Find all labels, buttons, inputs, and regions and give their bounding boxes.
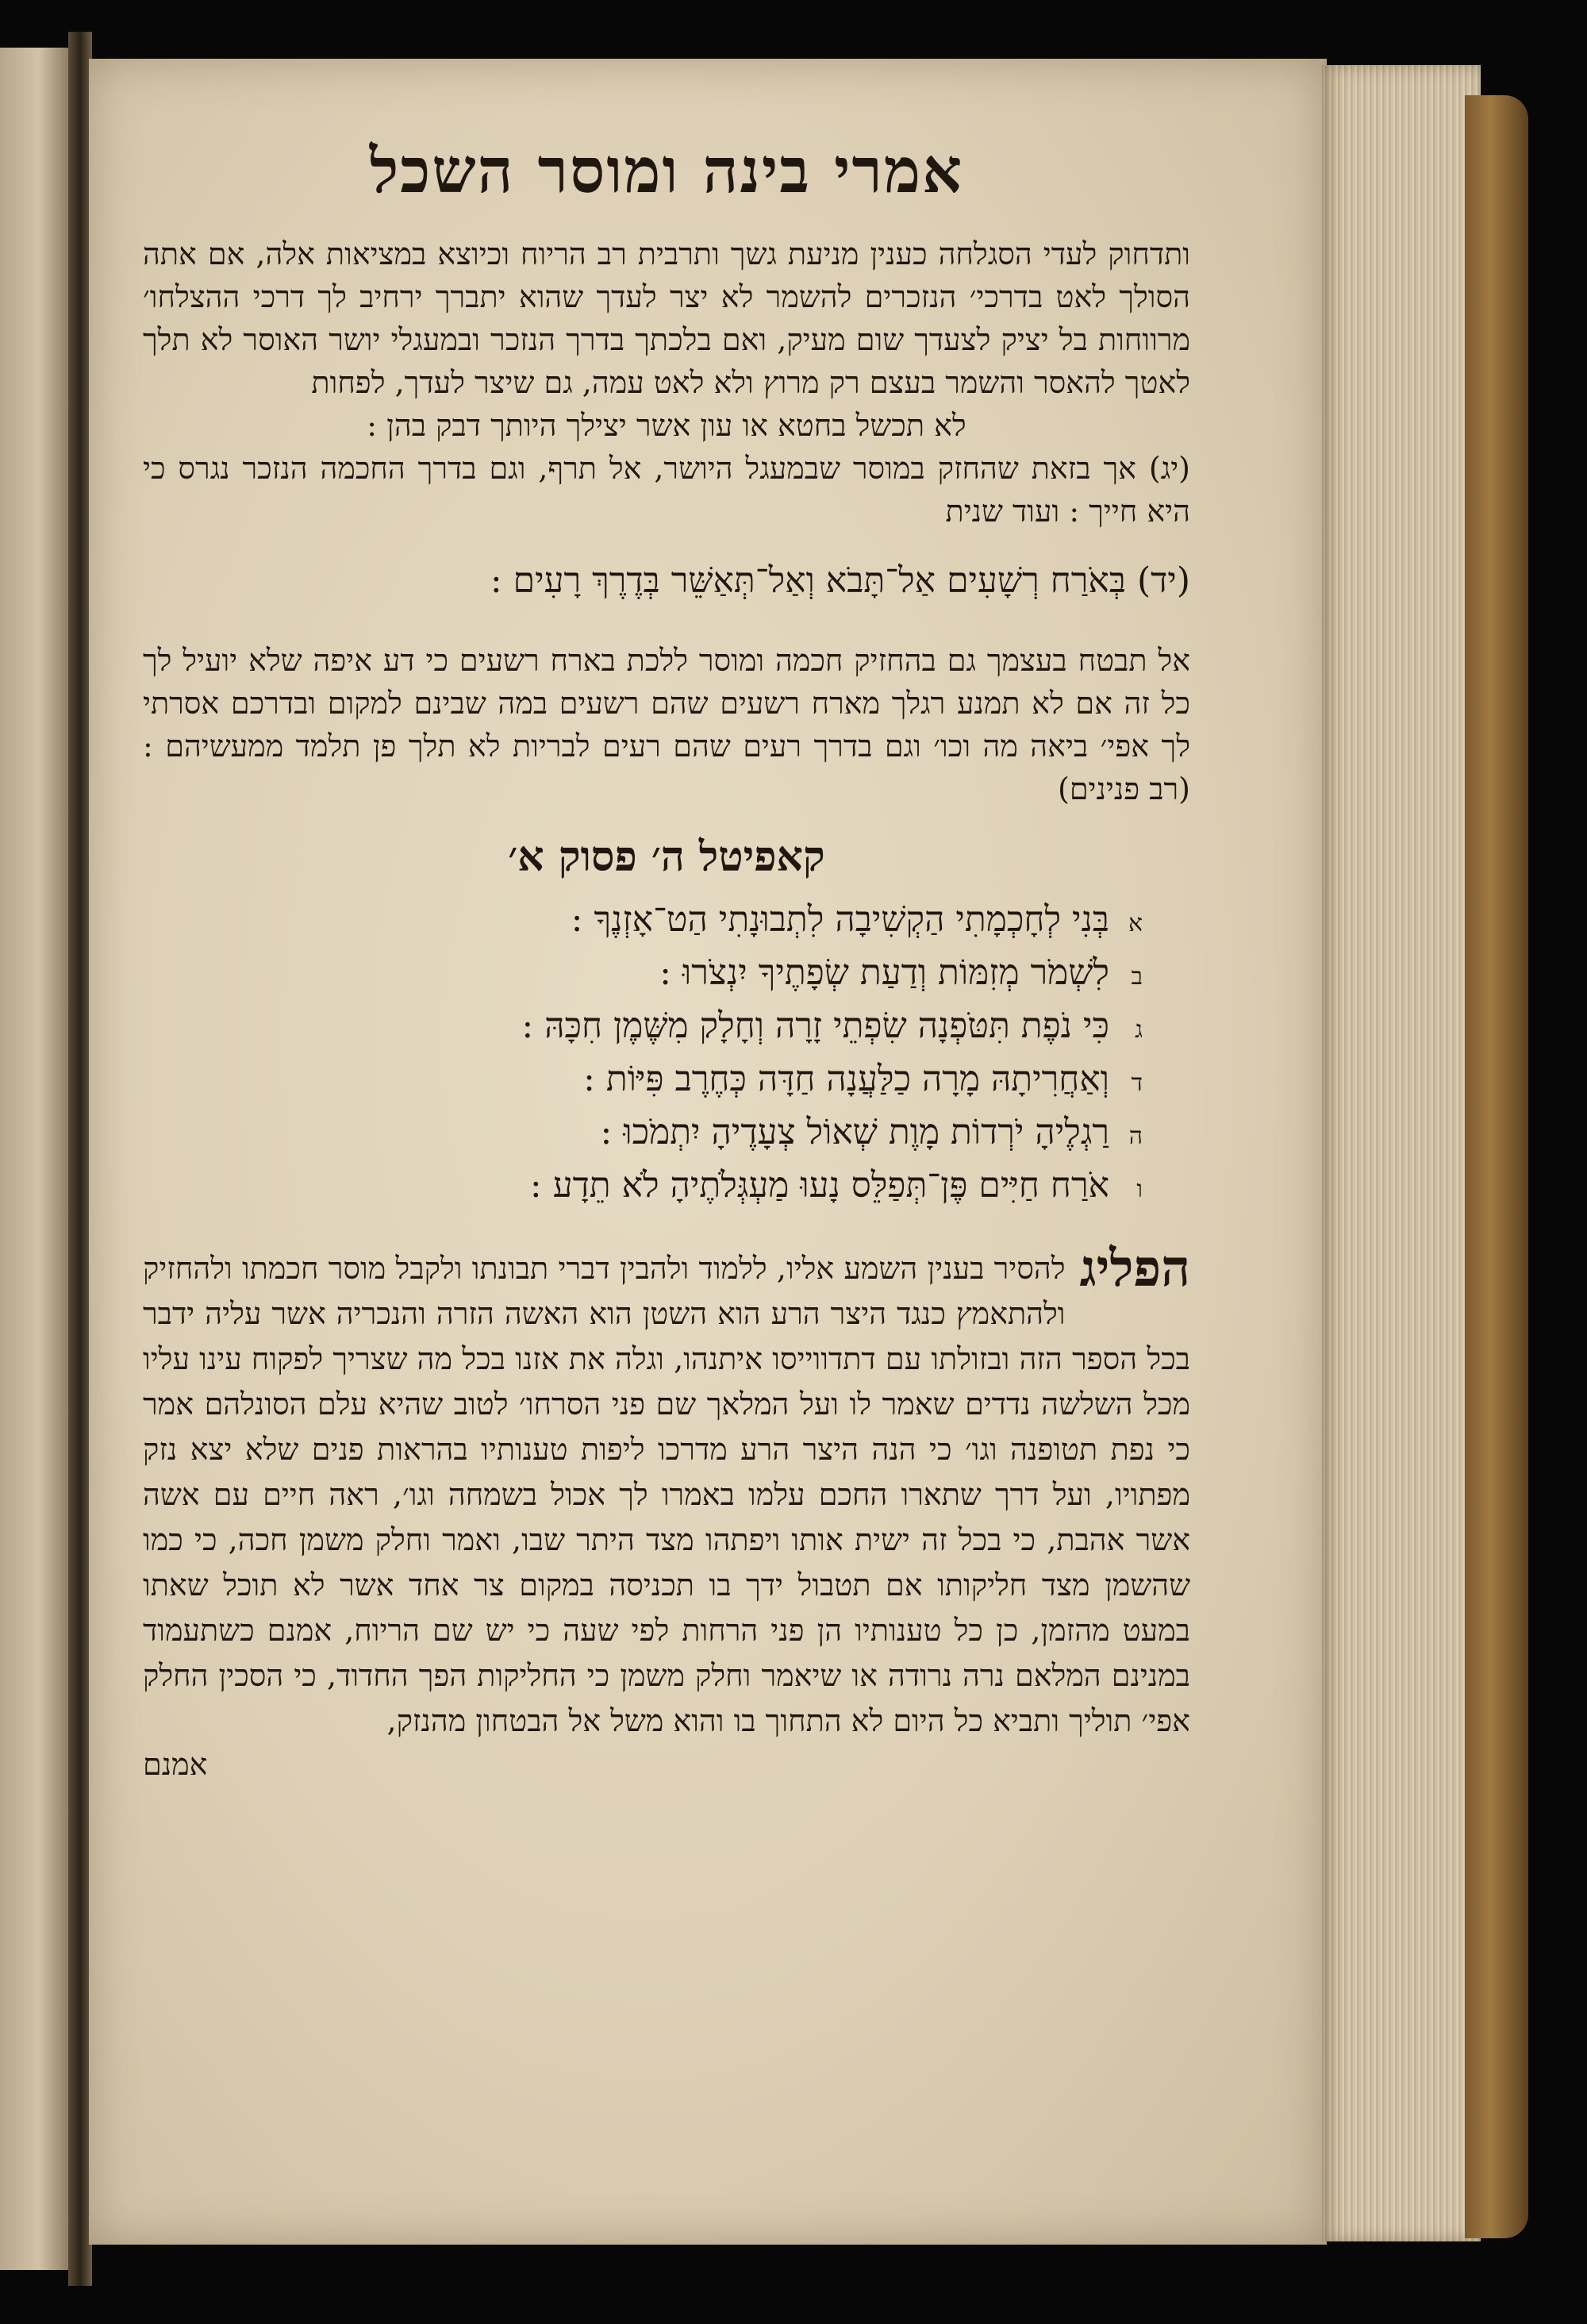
commentary-lead-word: הפליג <box>1079 1239 1190 1299</box>
page-stack-edge <box>1322 65 1481 2241</box>
verse-text: אֹרַח חַיִּים פֶּן־תְּפַלֵּס נָעוּ מַעְגְּלֹתֶיהָ לֹא תֵדָע : <box>529 1165 1109 1206</box>
catchword: אמנם <box>143 1747 208 1782</box>
verse-line <box>214 1161 1143 1214</box>
verse-text: וְאַחֲרִיתָהּ מָרָה כַלַּעֲנָה חַדָּה כְּחֶרֶב פִּיּוֹת : <box>583 1059 1109 1099</box>
verse-number: ה <box>1128 1122 1143 1150</box>
commentary-14: אל תבטח בעצמך גם בהחזיק חכמה ומוסר ללכת בארח רשעים כי דע איפה שלא יועיל לך כל זה אם לא תמנע רגלך מארח רשעים שהם רשעים במה שבינם למקום ובדרכם אסרתי לך אפי׳ ביאה מה וכו׳ וגם בדרך רעים שהם רעים לבריות לא תלך פן תלמד ממעשיהם : (רב פנינים) <box>143 643 1190 806</box>
verse-number: ו <box>1136 1175 1143 1203</box>
verse-14: (יד) בְּאֹרַח רְשָׁעִים אַל־תָּבֹא וְאַל־תְּאַשֵּׁר בְּדֶרֶךְ רָעִים : <box>490 560 1190 601</box>
page-text <box>143 135 1190 1783</box>
verse-number: ד <box>1131 1069 1143 1097</box>
verse-line <box>214 1108 1143 1161</box>
verse-line <box>214 948 1143 1002</box>
verse-line <box>214 895 1143 948</box>
verse-text: רַגְלֶיהָ יֹרְדוֹת מָוֶת שְׁאוֹל צְעָדֶיהָ יִתְמֹכוּ : <box>600 1112 1109 1152</box>
verse-text: לִשְׁמֹר מְזִמּוֹת וְדַעַת שְׂפָתֶיךָ יִנְצֹרוּ : <box>659 952 1109 993</box>
verse-number: ג <box>1135 1016 1143 1044</box>
commentary-main: להסיר בענין השמע אליו, ללמוד ולהבין דברי תבונתו ולקבל מוסר חכמתו ולהחזיק ולהתאמץ כנגד היצר הרע הוא השטן הוא האשה הזרה והנכריה אשר עליה ידבר בכל הספר הזה ובזולתו עם דתדווייסו איתנהו, וגלה את אזנו בכל מה שצריך לפקוח עינו עליו מכל השלשה נדדים שאמר לו ועל המלאך שם פני הסרחו׳ לטוב שהיא עלם הסונלהם אמר כי נפת תטופנה וגו׳ כי הנה היצר הרע מדרכו ליפות טענותיו בהראות פנים שלא יצא נזק מפתויו, ועל דרך שתארו החכם עלמו באמרו לך אכול בשמחה וגו׳, ראה חיים עם אשה אשר אהבת, כי בכל זה ישית אותו ויפתהו מצד היתר שבו, ואמר וחלק משמן חכה, כי כמו שהשמן מצד חליקותו אם תטבול ידך בו תכניסה במקום צר אחד אשר לא תוכל שאתו במעט מהזמן, כן כל טענותיו הן פני הרחות לפי שעה כי יש שם הריוח, אמנם כשתעמוד במנינם המלאם נרה נרודה או שיאמר וחלק משמן כי החליקות הפך החדוד, כי הסכין החלק אפי׳ תוליך ותביא כל היום לא התחוך בו והוא משל אל הבטחון מהנזק, <box>143 1251 1190 1738</box>
running-title: אמרי בינה ומוסר השכל <box>369 135 964 207</box>
verse-number: א <box>1128 910 1143 937</box>
chapter-heading: קאפיטל ה׳ פסוק א׳ <box>508 833 825 881</box>
intro-paragraph: ותדחוק לעדי הסגלחה כענין מניעת גשך ותרבית רב הריוח וכיוצא במציאות אלה, אם אתה הסולך לאט בדרכי׳ הנזכרים להשמר לא יצר לעדך שהוא יתברך ירחיב לך דרכי ההצלחו׳ מרווחות בל יציק לצעדך שום מעיק, ואם בלכתך בדרך הנזכר ובמעגלי יושר האוסר לא תלך לאטך להאסר והשמר בעצם רק מרוץ ולא לאט עמה, גם שיצר לעדך, לפחות <box>143 237 1190 400</box>
verse-line <box>214 1055 1143 1108</box>
verse-text: כִּי נֹפֶת תִּטֹּפְנָה שִׂפְתֵי זָרָה וְחָלָק מִשֶּׁמֶן חִכָּהּ : <box>521 1006 1109 1046</box>
note-13: (יג) אך בזאת שהחזק במוסר שבמעגל היושר, אל תרף, וגם בדרך החכמה הנזכר נגרס כי היא חייך : ועוד שנית <box>143 451 1190 529</box>
commentary-block <box>143 1239 1190 1744</box>
verse-text: בְּנִי לְחָכְמָתִי הַקְשִׁיבָה לִתְבוּנָתִי הַט־אָזְנֶךָ : <box>571 899 1109 940</box>
intro-paragraph-end: לא תכשל בחטא או עון אשר יצילך היותך דבק בהן : <box>367 408 966 443</box>
left-page-edge <box>0 48 70 2270</box>
verse-number: ב <box>1131 963 1143 991</box>
verse-list <box>214 895 1143 1214</box>
verse-line <box>214 1002 1143 1055</box>
book-cover-edge <box>1465 95 1528 2238</box>
